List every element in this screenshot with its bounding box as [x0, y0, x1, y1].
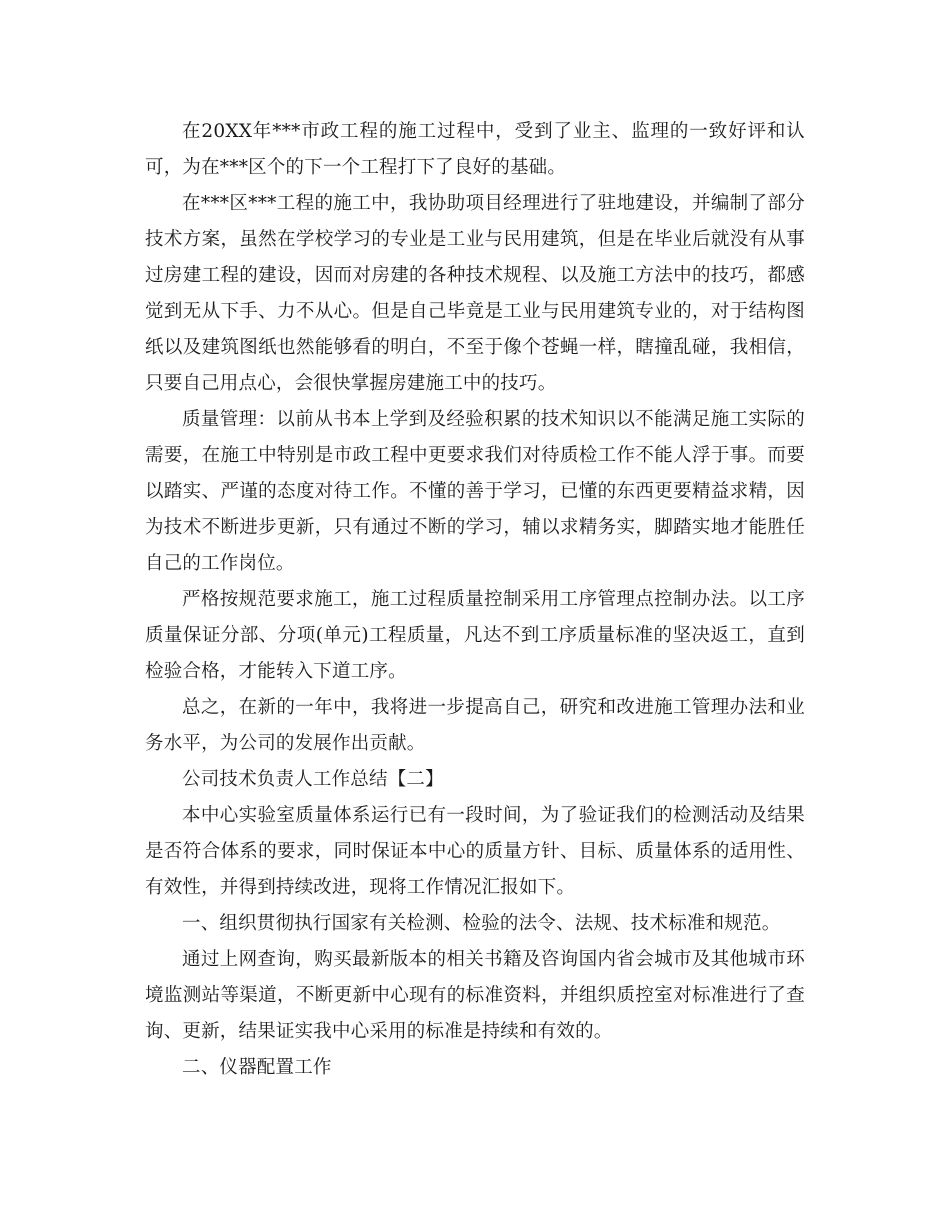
- paragraph-5: 总之，在新的一年中，我将进一步提高自己，研究和改进施工管理办法和业务水平，为公司的发展作出贡献。: [145, 697, 805, 754]
- document-page: [145, 114, 805, 1086]
- paragraph-2: 在***区***工程的施工中，我协助项目经理进行了驻地建设，并编制了部分技术方案，虽然在学校学习的专业是工业与民用建筑，但是在毕业后就没有从事过房建工程的建设，因而对房建的各种技术规程、以及施工方法中的技巧，都感觉到无从下手、力不从心。但是自己毕竟是工业与民用建筑专业的，对于结构图纸以及建筑图纸也然能够看的明白，不至于像个苍蝇一样，瞎撞乱碰，我相信，只要自己用点心，会很快掌握房建施工中的技巧。: [145, 193, 805, 394]
- paragraph-1: 在20XX年***市政工程的施工过程中，受到了业主、监理的一致好评和认可，为在***区个的下一个工程打下了良好的基础。: [145, 121, 805, 178]
- paragraph-7: 本中心实验室质量体系运行已有一段时间，为了验证我们的检测活动及结果是否符合体系的要求，同时保证本中心的质量方针、目标、质量体系的适用性、有效性，并得到持续改进，现将工作情况汇报如下。: [145, 805, 805, 898]
- paragraph-9: 通过上网查询，购买最新版本的相关书籍及咨询国内省会城市及其他城市环境监测站等渠道，不断更新中心现有的标准资料，并组织质控室对标准进行了查询、更新，结果证实我中心采用的标准是持续和有效的。: [145, 949, 805, 1042]
- paragraph-4: 严格按规范要求施工，施工过程质量控制采用工序管理点控制办法。以工序质量保证分部、分项(单元)工程质量，凡达不到工序质量标准的坚决返工，直到检验合格，才能转入下道工序。: [145, 589, 805, 682]
- subheading-2: 二、仪器配置工作: [182, 1057, 332, 1078]
- subheading-1: 一、组织贯彻执行国家有关检测、检验的法令、法规、技术标准和规范。: [182, 913, 781, 934]
- section-heading-2: 公司技术负责人工作总结【二】: [182, 769, 444, 790]
- paragraph-3: 质量管理：以前从书本上学到及经验积累的技术知识以不能满足施工实际的需要，在施工中特别是市政工程中更要求我们对待质检工作不能人浮于事。而要以踏实、严谨的态度对待工作。不懂的善于学习，已懂的东西更要精益求精，因为技术不断进步更新，只有通过不断的学习，辅以求精务实，脚踏实地才能胜任自己的工作岗位。: [145, 409, 805, 574]
